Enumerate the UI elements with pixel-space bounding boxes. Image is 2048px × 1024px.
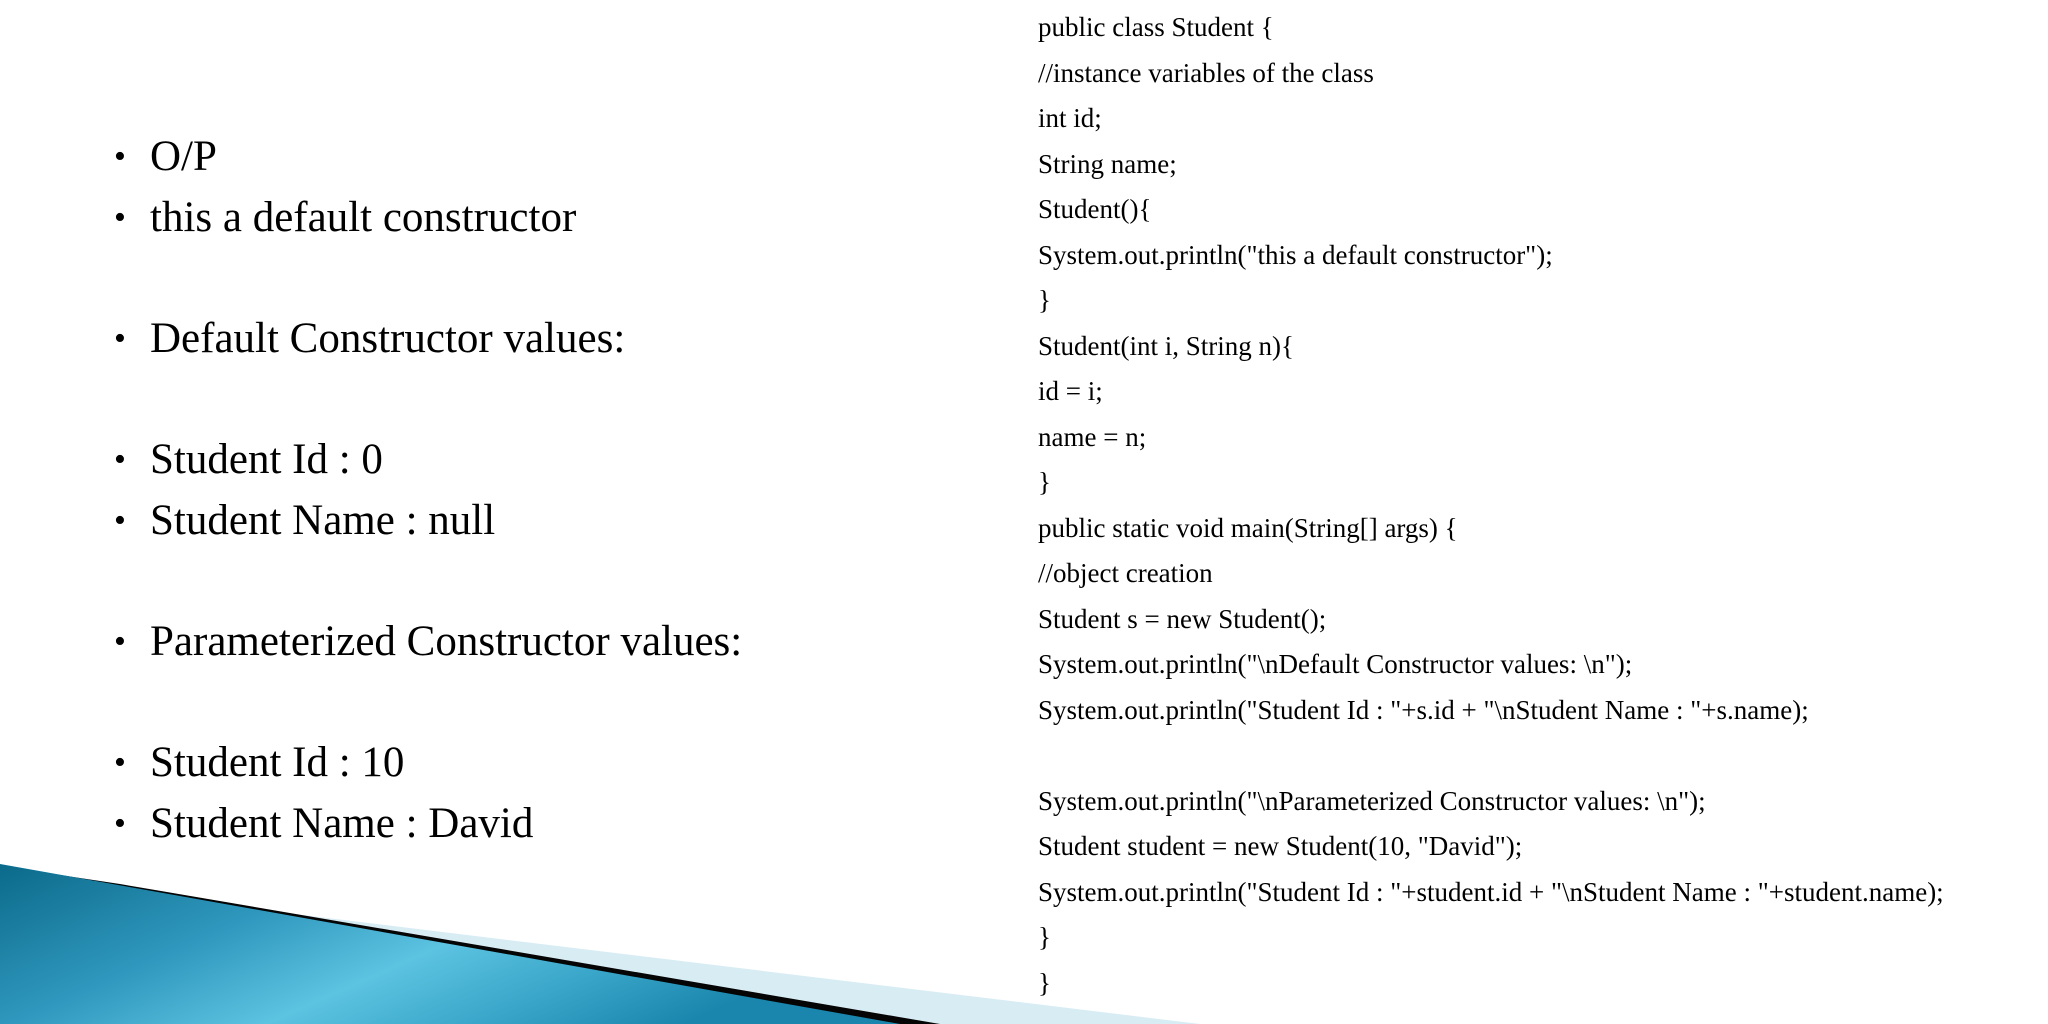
- output-bullet: [112, 126, 1012, 187]
- code-line: name = n;: [1038, 421, 1147, 452]
- code-line: }: [1038, 922, 1051, 952]
- bullet-dot-icon: •: [114, 502, 126, 539]
- code-line: Student(){: [1038, 194, 1152, 224]
- output-bullet: [112, 490, 1012, 551]
- output-bullet-text: Student Id : 0: [150, 436, 383, 483]
- bullet-dot-icon: •: [114, 199, 126, 236]
- bullet-dot-icon: •: [114, 744, 126, 781]
- output-bullet-text: Parameterized Constructor values:: [150, 618, 743, 665]
- bullet-dot-icon: •: [114, 441, 126, 478]
- code-line: id = i;: [1038, 376, 1103, 406]
- code-line: System.out.println("this a default constructor");: [1038, 239, 1553, 270]
- output-bullet-text: Student Name : null: [150, 497, 496, 544]
- output-bullet-text: Student Name : David: [150, 800, 534, 847]
- code-line: String name;: [1038, 148, 1177, 179]
- output-bullet: [112, 793, 1012, 854]
- code-line: [1038, 733, 2038, 779]
- output-bullet-text: Student Id : 10: [150, 739, 405, 786]
- bullet-dot-icon: •: [114, 805, 126, 842]
- output-bullet: [112, 732, 1012, 793]
- output-bullet: [112, 429, 1012, 490]
- code-line: Student student = new Student(10, "David");: [1038, 831, 1523, 861]
- java-code-block: [1038, 5, 2038, 1006]
- code-line: System.out.println("\nDefault Constructor values: \n");: [1038, 649, 1633, 679]
- output-bullet: [112, 187, 1012, 248]
- code-line: Student(int i, String n){: [1038, 330, 1294, 361]
- code-line: public static void main(String[] args) {: [1038, 512, 1458, 543]
- code-line: int id;: [1038, 103, 1102, 133]
- teal-wedge: [0, 864, 900, 1024]
- bullet-dot-icon: •: [114, 320, 126, 357]
- output-bullet-text: O/P: [150, 133, 217, 180]
- code-line: Student s = new Student();: [1038, 603, 1327, 634]
- code-line: public class Student {: [1038, 12, 1274, 42]
- code-line: }: [1038, 967, 1051, 998]
- code-line: System.out.println("Student Id : "+s.id + "\nStudent Name : "+s.name);: [1038, 694, 1809, 725]
- output-bullet-text: Default Constructor values:: [150, 315, 626, 362]
- code-line: System.out.println("Student Id : "+student.id + "\nStudent Name : "+student.name);: [1038, 876, 1944, 907]
- code-line: }: [1038, 467, 1051, 497]
- code-line: //instance variables of the class: [1038, 57, 1374, 88]
- code-line: //object creation: [1038, 558, 1213, 588]
- output-bullet: [112, 308, 1012, 369]
- output-bullet-list: [112, 126, 1012, 854]
- code-line: System.out.println("\nParameterized Constructor values: \n");: [1038, 785, 1706, 816]
- code-line: }: [1038, 285, 1051, 315]
- bullet-dot-icon: •: [114, 623, 126, 660]
- output-bullet-text: this a default constructor: [150, 194, 577, 241]
- bullet-dot-icon: •: [114, 138, 126, 175]
- output-bullet: [112, 611, 1012, 672]
